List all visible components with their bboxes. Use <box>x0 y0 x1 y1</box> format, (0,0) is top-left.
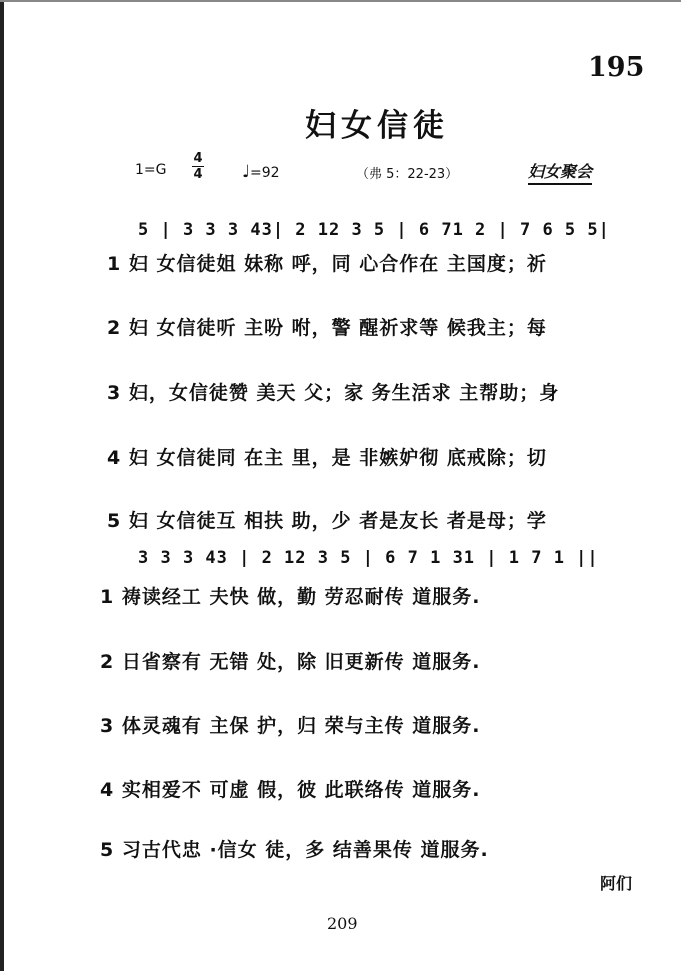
verse-4-line-1: 4 妇 女信徒同 在主 里，是 非嫉妒彻 底戒除；切 <box>107 447 547 469</box>
time-signature-top: 4 <box>193 151 203 166</box>
quarter-note-icon: ♩ <box>242 162 251 182</box>
notation-line-1: 5 | 3 3 3 43| 2 12 3 5 | 6 71 2 | 7 6 5 5| <box>138 220 610 240</box>
verse-4-line-2: 4 实相爱不 可虚 假，彼 此联络传 道服务. <box>100 779 481 801</box>
amen-label: 阿们 <box>600 874 633 893</box>
hymn-number: 195 <box>588 52 645 83</box>
tempo-marking <box>242 162 280 182</box>
verse-5-line-1: 5 妇 女信徒互 相扶 助，少 者是友长 者是母；学 <box>107 510 547 532</box>
verse-3-line-1: 3 妇，女信徒赞 美天 父；家 务生活求 主帮助；身 <box>107 382 560 404</box>
time-signature-bottom: 4 <box>193 167 203 182</box>
verse-2-line-2: 2 日省察有 无错 处，除 旧更新传 道服务. <box>100 651 481 673</box>
notation-line-2: 3 3 3 43 | 2 12 3 5 | 6 7 1 31 | 1 7 1 || <box>138 548 599 568</box>
time-signature <box>192 152 204 181</box>
page-left-border <box>0 0 4 971</box>
page-number: 209 <box>327 914 358 933</box>
tempo-value: =92 <box>250 165 280 181</box>
verse-1-line-1: 1 妇 女信徒姐 妹称 呼，同 心合作在 主国度；祈 <box>107 253 547 275</box>
verse-2-line-1: 2 妇 女信徒听 主吩 咐，警 醒祈求等 候我主；每 <box>107 317 547 339</box>
occasion-label: 妇女聚会 <box>528 159 592 185</box>
verse-1-line-2: 1 祷读经工 夫快 做，勤 劳忍耐传 道服务. <box>100 586 481 608</box>
page-top-border <box>0 0 681 2</box>
verse-5-line-2: 5 习古代忠 ·信女 徒，多 结善果传 道服务. <box>100 839 489 861</box>
key-signature: 1=G <box>135 162 167 178</box>
hymn-title: 妇女信徒 <box>305 108 449 144</box>
verse-3-line-2: 3 体灵魂有 主保 护，归 荣与主传 道服务. <box>100 715 481 737</box>
scripture-reference: （弗 5：22-23） <box>356 167 459 182</box>
